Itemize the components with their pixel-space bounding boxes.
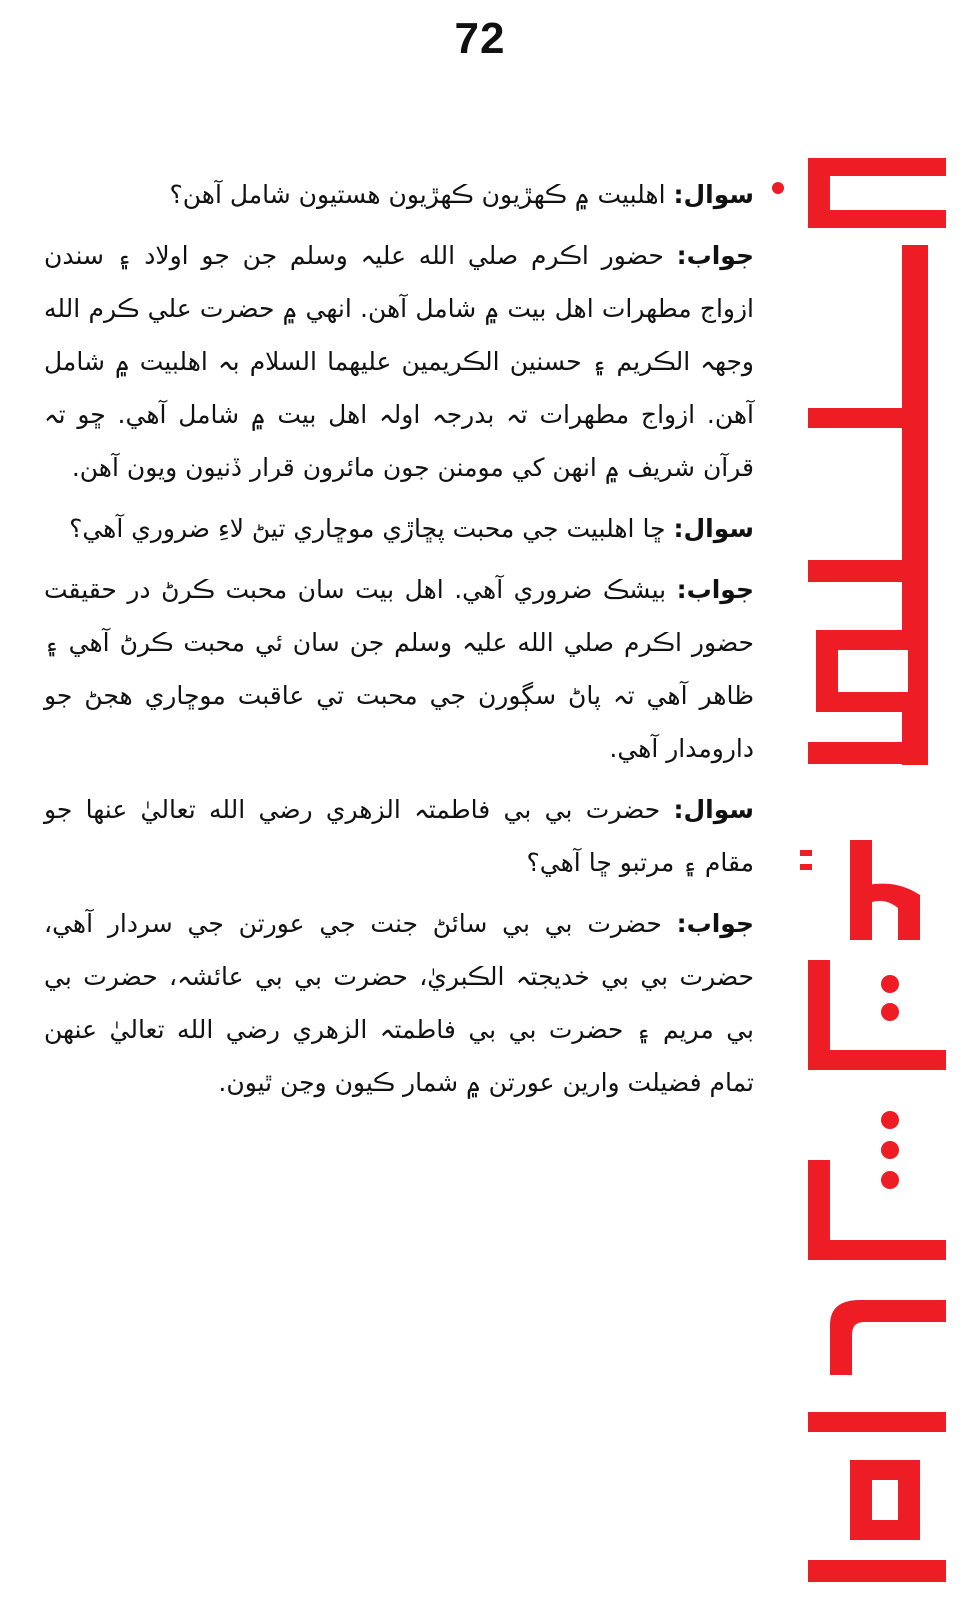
stroke-dot-5 [881,1171,899,1189]
stroke-h-dash-2 [800,864,812,870]
answer-text: حضور اڪرم صلي الله عليہ وسلم جن جو اولاد ۽ سندن ازواج مطهرات اهل بيت ۾ شامل آهن. انهي ۾ حضرت علي ڪرم الله وجهہ الڪريم ۽ حسنين الڪريمين عليهما السلام بہ اهلبيت ۾ شامل آهن. ازواج مطهرات تہ بدرجہ اولہ اهل بيت ۾ شامل آهي. ڇو تہ قرآن شريف ۾ انهن کي مومنن جون مائرون قرار ڏنيون ويون آهن. [44,241,754,482]
stroke-h-arch [850,884,920,940]
answer-1 [44,229,754,494]
stroke-seg2-bar [808,1240,946,1260]
stroke-box-inner [838,650,908,692]
stroke-seg-bar [808,1050,946,1070]
stroke-dot-2 [881,1003,899,1021]
question-label: سوال: [673,514,754,543]
answer-3 [44,897,754,1109]
document-body [44,168,754,1117]
stroke-mid-bar [808,408,918,428]
answer-2 [44,563,754,775]
page-number: 72 [454,14,506,63]
stroke-lower-bar [808,560,928,582]
answer-label: جواب: [676,241,754,270]
stroke-bowl-bar [808,1412,946,1432]
calligraphy-strokes [800,158,946,1582]
stroke-top-bar [808,210,946,228]
question-text: حضرت بي بي فاطمتہ الزهري رضي الله تعاليٰ عنها جو مقام ۽ مرتبو ڇا آهي؟ [44,795,754,877]
answer-text: بيشڪ ضروري آهي. اهل بيت سان محبت ڪرڻ در حقيقت حضور اڪرم صلي الله عليہ وسلم جن سان ئي محبت ڪرڻ آهي ۽ ظاهر آهي تہ پاڻ سڳورن جي محبت تي عاقبت موڇاري هجڻ جو دارومدار آهي. [44,575,754,763]
question-text: ڇا اهلبيت جي محبت پڇاڙي موڇاري تيڻ لاءِ ضروري آهي؟ [69,514,666,543]
stroke-box-base [808,742,928,764]
answer-label: جواب: [676,909,754,938]
question-text: اهلبيت ۾ ڪهڙيون ڪهڙيون هستيون شامل آهن؟ [169,180,666,209]
question-label: سوال: [673,180,754,209]
stroke-bowl-loop [850,1460,920,1540]
question-label: سوال: [673,795,754,824]
question-3 [44,783,754,889]
stroke-base-bar [808,1560,946,1582]
question-2 [44,502,754,555]
answer-label: جواب: [676,575,754,604]
stroke-dot-1 [881,975,899,993]
stroke-bowl-top [830,1300,946,1375]
stroke-dot-3 [881,1111,899,1129]
answer-text: حضرت بي بي سائڻ جنت جي عورتن جي سردار آهي، حضرت بي بي خديجتہ الڪبريٰ، حضرت بي بي عائشہ، حضرت بي بي مريم ۽ حضرت بي بي فاطمتہ الزهري رضي الله تعاليٰ عنهن تمام فضيلت وارين عورتن ۾ شمار ڪيون وڃن ٿيون. [44,909,754,1097]
stroke-top-horizontal [808,158,946,176]
side-title-calligraphy [790,150,960,1600]
stroke-dot-4 [881,1141,899,1159]
stroke-h-dash-1 [800,850,812,856]
question-1 [44,168,754,221]
bullet-dot [772,182,784,194]
